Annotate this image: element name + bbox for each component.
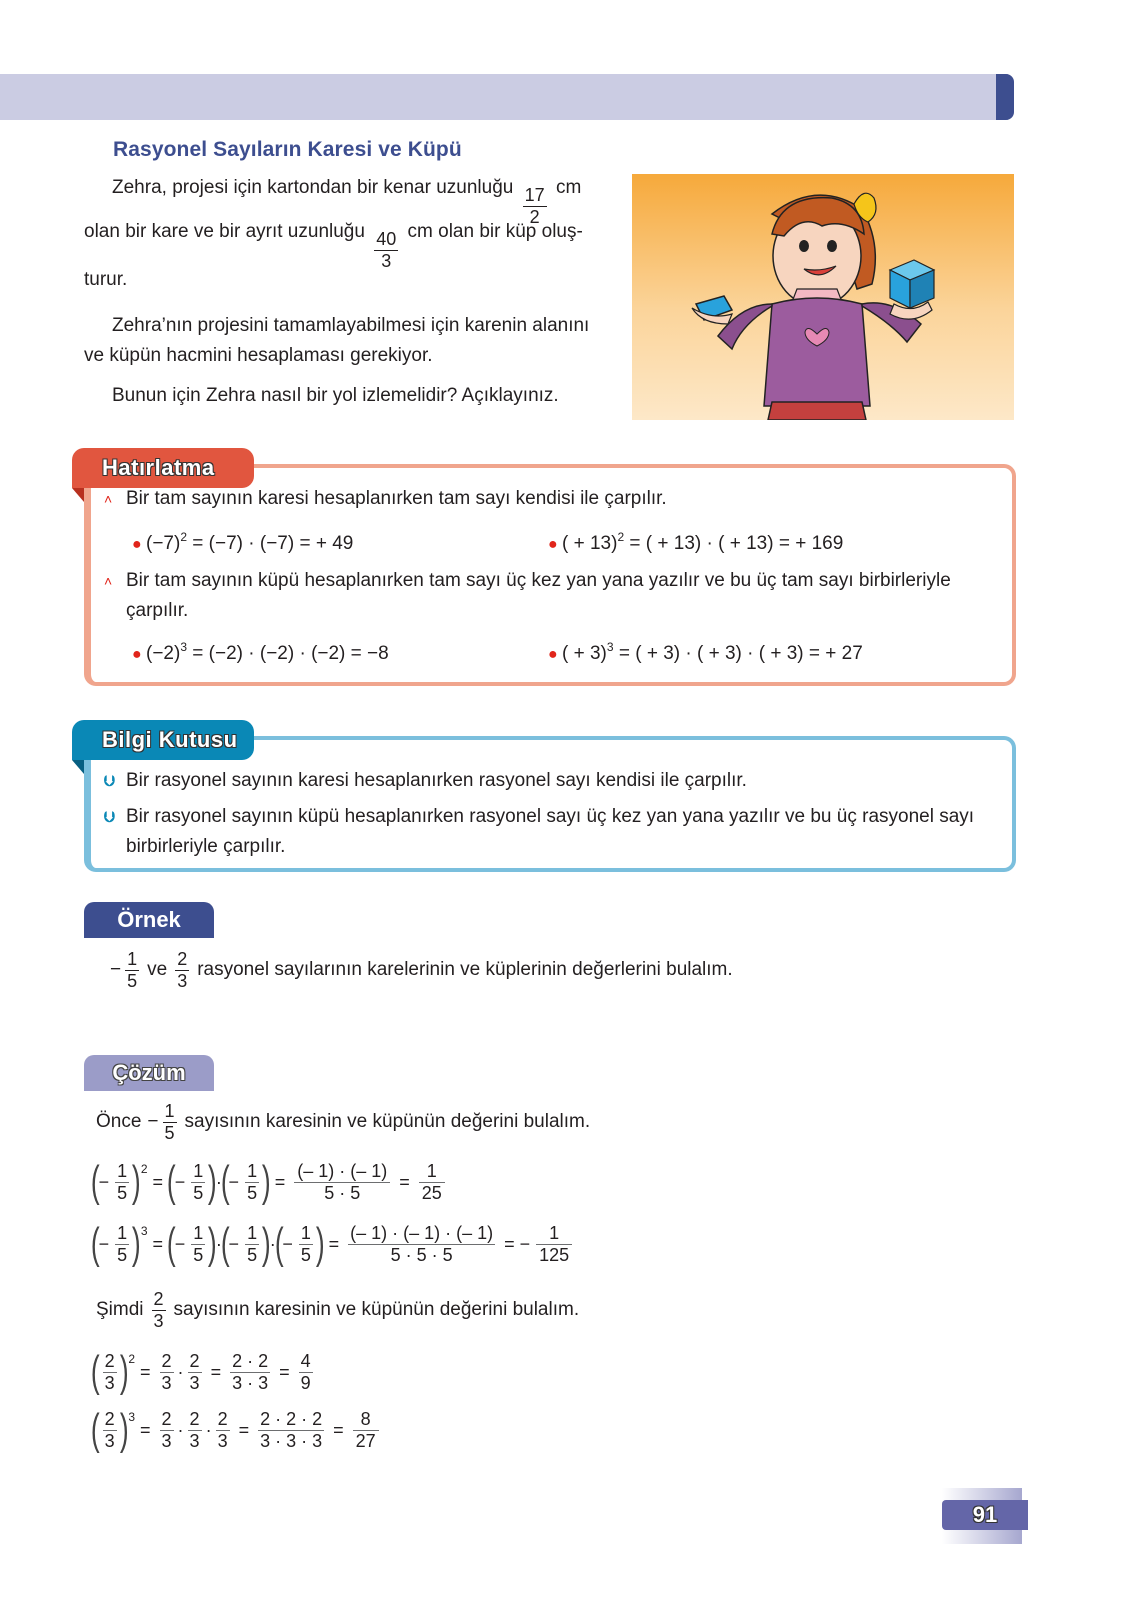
- bilgi-item-2-cont: birbirleriyle çarpılır.: [126, 836, 286, 857]
- fraction: $\frac{2}{3}$: [153, 1289, 164, 1331]
- bilgi-kutusu-tab-fold: [72, 760, 84, 774]
- cozum-line-2: Şimdi $\frac{2}{3}$ sayısının karesinin ve küpünün değerini bulalım.: [96, 1289, 580, 1331]
- hatirlatma-tab-fold: [72, 488, 84, 502]
- ornek-question: − $\frac{1}{5}$ ve $\frac{2}{3}$ rasyonel sayılarının karelerinin ve küplerinin değerlerini bulalım.: [110, 949, 733, 991]
- intro-line-1: Zehra, projesi için kartondan bir kenar uzunluğu $\frac{17}{2}$ cm: [112, 177, 582, 227]
- intro-line-5: ve küpün hacmini hesaplaması gerekiyor.: [84, 345, 433, 366]
- fraction: $\frac{40}{3}$: [376, 229, 397, 271]
- dot-bullet-icon: ●: [548, 536, 558, 553]
- dot-bullet-icon: ●: [132, 646, 142, 663]
- hatirlatma-example-4: ● ( + 3)$^3$ = ( + 3) · ( + 3) · ( + 3) = + 27: [548, 640, 863, 664]
- dot-bullet-icon: ●: [548, 646, 558, 663]
- equation-square-two-thirds: ( $\frac{2}{3}$ ) 2 = $\frac{2}{3}$ · $\frac{2}{3}$ = $\frac{2 \cdot 2}{3 \cdot 3}$ = $\frac{4}{9}$: [90, 1347, 311, 1396]
- pushpin-icon: ⮋: [104, 773, 116, 790]
- intro-question: Bunun için Zehra nasıl bir yol izlemelidir? Açıklayınız.: [112, 385, 559, 406]
- intro-line-4: Zehra’nın projesini tamamlayabilmesi için karenin alanını: [112, 315, 590, 336]
- fraction: $\frac{2}{3}$: [177, 949, 188, 991]
- page-number: 91: [942, 1500, 1028, 1530]
- girl-with-cube-icon: [632, 174, 1014, 420]
- fraction: $\frac{1}{5}$: [164, 1101, 175, 1143]
- section-title: Rasyonel Sayıların Karesi ve Küpü: [113, 138, 462, 161]
- hatirlatma-item-2: ˄ Bir tam sayının küpü hesaplanırken tam sayı üç kez yan yana yazılır ve bu üç tam sayı birbirleriyle: [104, 570, 951, 591]
- intro-line-2: olan bir kare ve bir ayrıt uzunluğu $\frac{40}{3}$ cm olan bir küp oluş-: [84, 221, 583, 271]
- cozum-line-1: Önce − $\frac{1}{5}$ sayısının karesinin ve küpünün değerini bulalım.: [96, 1101, 591, 1143]
- cozum-title: Çözüm: [84, 1055, 214, 1091]
- bilgi-item-2: ⮋ Bir rasyonel sayının küpü hesaplanırken rasyonel sayı üç kez yan yana yazılır ve bu üç rasyonel sayı: [104, 806, 975, 827]
- hatirlatma-title: Hatırlatma: [72, 448, 254, 488]
- bilgi-kutusu-title: Bilgi Kutusu: [72, 720, 254, 760]
- fraction: $\frac{17}{2}$: [524, 185, 545, 227]
- intro-line-3: turur.: [84, 269, 128, 290]
- girl-illustration: [632, 174, 1014, 420]
- header-band: [0, 74, 1008, 120]
- pushpin-icon: ⮋: [104, 809, 116, 826]
- triangle-bullet-icon: ˄: [104, 573, 113, 589]
- dot-bullet-icon: ●: [132, 536, 142, 553]
- hatirlatma-example-1: ● $(-7)^2 = (-7) \cdot (-7)$ = + 49: [132, 530, 354, 554]
- bilgi-item-1: ⮋ Bir rasyonel sayının karesi hesaplanırken rasyonel sayı kendisi ile çarpılır.: [104, 770, 747, 791]
- fraction: $\frac{1}{5}$: [127, 949, 138, 991]
- hatirlatma-item-2-cont: çarpılır.: [126, 600, 189, 621]
- ornek-title: Örnek: [84, 902, 214, 938]
- equation-cube-two-thirds: ( $\frac{2}{3}$ ) 3 = $\frac{2}{3}$ · $\frac{2}{3}$ · $\frac{2}{3}$ = $\frac{2 \cdot 2 \cdot 2}{3 \cdot 3 \cdot 3}$ = $\frac{8}{27}$: [92, 1408, 383, 1452]
- equation-square-neg-one-fifth: ( − $\frac{1}{5}$ ) 2 = ( − $\frac{1}{5}$ ) · ( − $\frac{1}{5}$ ) = $\frac{(- 1) \cdot (- 1)}{5 \cdot 5}$ = $\frac{1}{25}$: [92, 1160, 449, 1204]
- equation-cube-neg-one-fifth: ( − $\frac{1}{5}$ ) 3 = ( − $\frac{1}{5}$ ) · ( − $\frac{1}{5}$ ) · ( − $\frac{1}{5}$ ) = $\frac{(- 1) \cdot (- 1) \cdot (- 1)}{5 \cdot 5 \cdot 5}$ = − $\frac{1}{125}$: [92, 1222, 576, 1266]
- hatirlatma-example-3: ● $(-2)^3 = (-2) \cdot (-2) \cdot (-2) = -8$: [132, 640, 389, 664]
- header-tab: [996, 74, 1014, 120]
- triangle-bullet-icon: ˄: [104, 491, 113, 507]
- hatirlatma-example-2: ● ( + 13)$^2$ = ( + 13) · ( + 13) = + 169: [548, 530, 844, 554]
- hatirlatma-item-1: ˄ Bir tam sayının karesi hesaplanırken tam sayı kendisi ile çarpılır.: [104, 488, 667, 509]
